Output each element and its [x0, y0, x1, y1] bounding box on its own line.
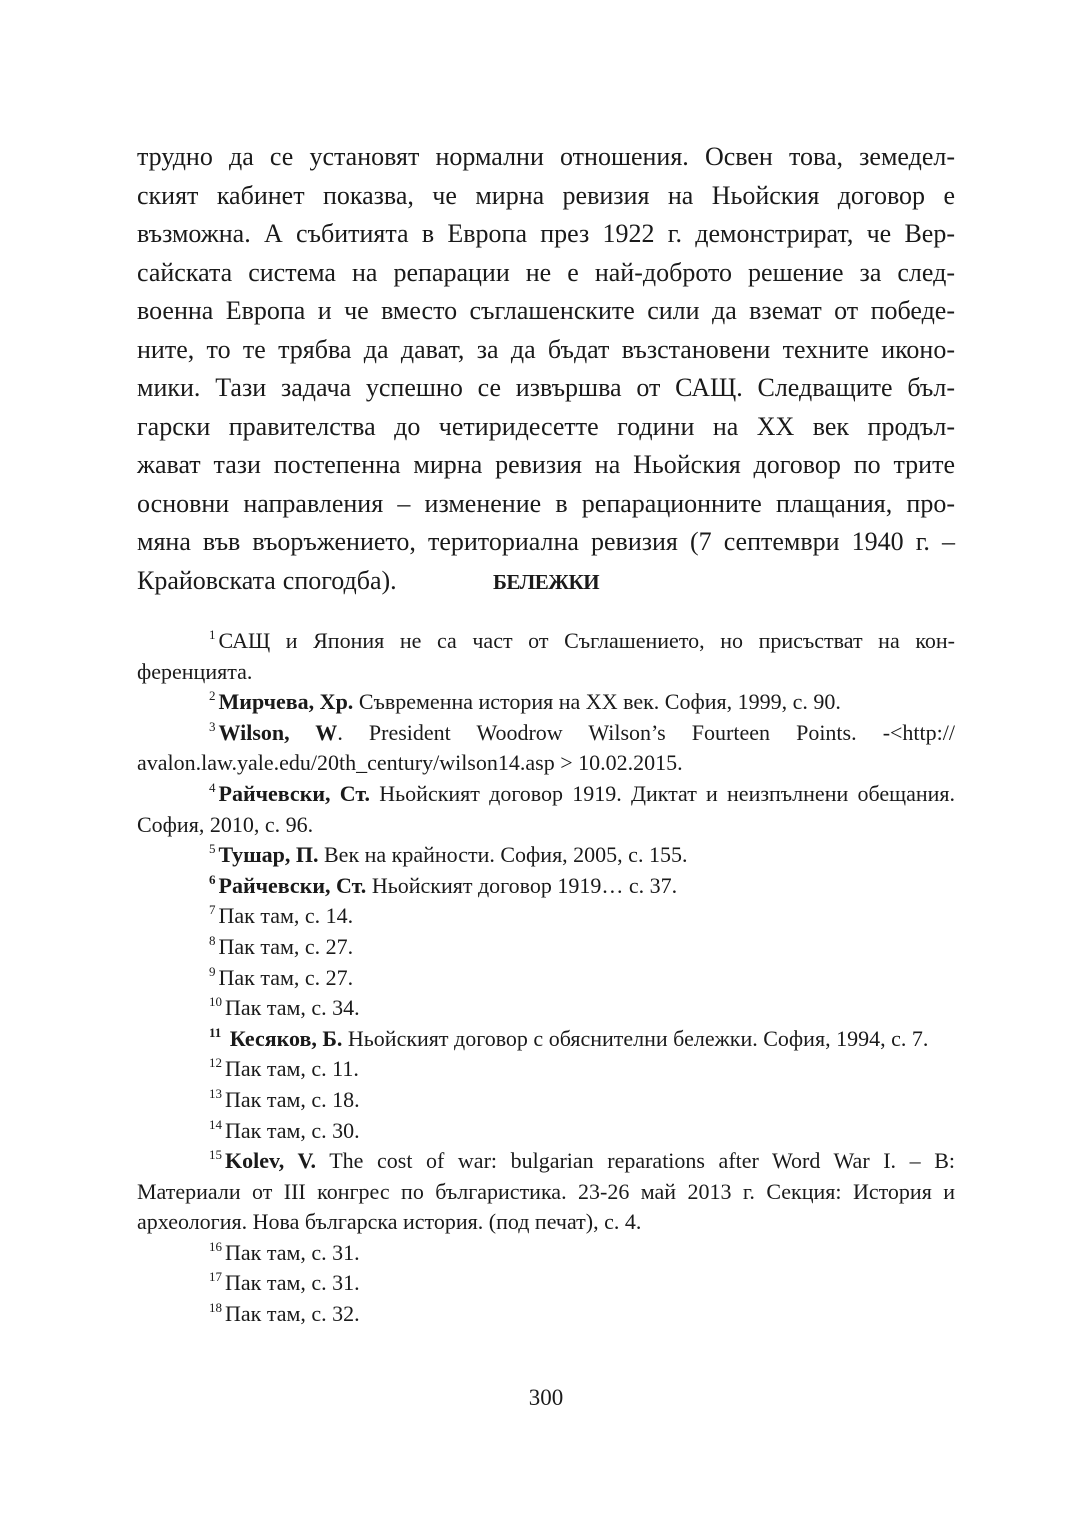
note-number: 16 [209, 1238, 222, 1254]
note-text: Пак там, с. 34. [225, 995, 360, 1021]
body-line: сайската система на репарации не е най-доброто решение за след- [137, 257, 955, 287]
note-item [137, 1116, 955, 1147]
note-text: Съвременна история на XX век. София, 1999, с. 90. [358, 689, 841, 715]
note-item [137, 1268, 955, 1299]
note-text: Ньойският договор с обяснителни бележки. София, 1994, с. 7. [347, 1025, 929, 1051]
notes-heading: БЕЛЕЖКИ [492, 570, 600, 594]
note-author: Райчевски, Ст. [218, 872, 367, 898]
note-number: 12 [209, 1055, 222, 1071]
note-author: Kolev, V. [225, 1148, 317, 1174]
note-item [137, 1024, 955, 1055]
note-number: 15 [209, 1147, 222, 1163]
body-line: мики. Тази задача успешно се извършва от САЩ. Следващите бъл- [137, 373, 955, 402]
note-number: 3 [209, 718, 216, 734]
page-number: 300 [528, 1385, 564, 1410]
note-number: 8 [209, 932, 216, 948]
note-number: 1 [209, 627, 216, 642]
note-number: 7 [209, 902, 216, 918]
note-item [137, 901, 955, 932]
note-text: Пак там, с. 27. [218, 964, 354, 990]
body-line: трудно да се установят нормални отношения. Освен това, земедел- [137, 142, 955, 171]
body-paragraph [137, 138, 955, 600]
note-item [137, 687, 955, 718]
note-item [137, 1085, 955, 1116]
note-item [137, 718, 955, 779]
note-item [137, 1146, 955, 1238]
note-number: 4 [209, 779, 216, 795]
note-text: Пак там, с. 18. [225, 1086, 360, 1112]
body-line: основни направления – изменение в репарационните плащания, про- [137, 488, 955, 518]
note-text: САЩ и Япония не са част от Съглашението, но присъстват на кон-ференцията. [137, 628, 955, 684]
body-line: жават тази постепенна мирна ревизия на Ньойския договор по трите [137, 450, 955, 479]
note-text: Пак там, с. 11. [225, 1056, 359, 1082]
note-number: 10 [209, 994, 222, 1010]
notes-list [137, 626, 955, 1330]
note-text: The cost of war: bulgarian reparations after Word War I. – В: Материали от III конгрес по българистика. 23-26 май 2013 г. Секция: История и археология. Нова българска история. (под печат), с. 4. [137, 1148, 955, 1235]
note-author: Райчевски, Ст. [218, 780, 371, 806]
body-line: ският кабинет показва, че мирна ревизия на Ньойския договор е [137, 180, 955, 210]
note-number: 6 [209, 871, 216, 887]
note-item [137, 626, 955, 687]
note-number: 5 [209, 841, 216, 857]
body-line: гарски правителства до четиридесетте години на XX век продъл- [137, 411, 955, 441]
note-author: Кесяков, Б. [229, 1025, 343, 1051]
body-line: възможна. А събитията в Европа през 1922 г. демонстрират, че Вер- [137, 219, 955, 248]
body-line: ните, то те трябва да дават, за да бъдат възстановени техните иконо- [137, 334, 955, 364]
note-item [137, 1299, 955, 1330]
note-author: Wilson, W [218, 719, 338, 745]
note-text: Ньойският договор 1919… с. 37. [371, 872, 678, 898]
note-author: Мирчева, Хр. [218, 689, 354, 715]
note-text: Пак там, с. 32. [225, 1301, 360, 1327]
note-text: Пак там, с. 30. [225, 1117, 360, 1143]
note-text: Век на крайности. София, 2005, с. 155. [324, 842, 688, 868]
body-line: мяна във въоръжението, териториална ревизия (7 септември 1940 г. – [137, 527, 955, 556]
note-text: Пак там, с. 31. [225, 1270, 360, 1296]
note-item [137, 963, 955, 994]
note-number: 17 [209, 1269, 222, 1285]
note-item [137, 1054, 955, 1085]
note-item [137, 932, 955, 963]
note-text: Пак там, с. 31. [225, 1239, 360, 1265]
note-item [137, 1238, 955, 1269]
note-number: 14 [209, 1116, 222, 1132]
note-item [137, 993, 955, 1024]
body-line: военна Европа и че вместо съглашенските сили да вземат от победе- [137, 296, 955, 325]
note-author: Тушар, П. [218, 842, 319, 868]
note-item [137, 840, 955, 871]
note-text: . President Woodrow Wilson’s Fourteen Points. -<http:// avalon.law.yale.edu/20th_century/wilson14.asp > 10.02.2015. [137, 719, 955, 776]
note-number: 2 [209, 688, 216, 704]
note-item [137, 871, 955, 902]
note-number: 9 [209, 963, 216, 979]
note-text: Пак там, с. 27. [218, 933, 354, 959]
note-text: Ньойският договор 1919. Диктат и неизпълнени обещания. София, 2010, с. 96. [137, 780, 955, 837]
body-line: Крайовската спогодба). [137, 565, 397, 595]
note-number: 11 [209, 1024, 222, 1040]
note-text: Пак там, с. 14. [218, 903, 354, 929]
note-number: 18 [209, 1300, 222, 1316]
note-item [137, 779, 955, 840]
note-number: 13 [209, 1085, 222, 1101]
